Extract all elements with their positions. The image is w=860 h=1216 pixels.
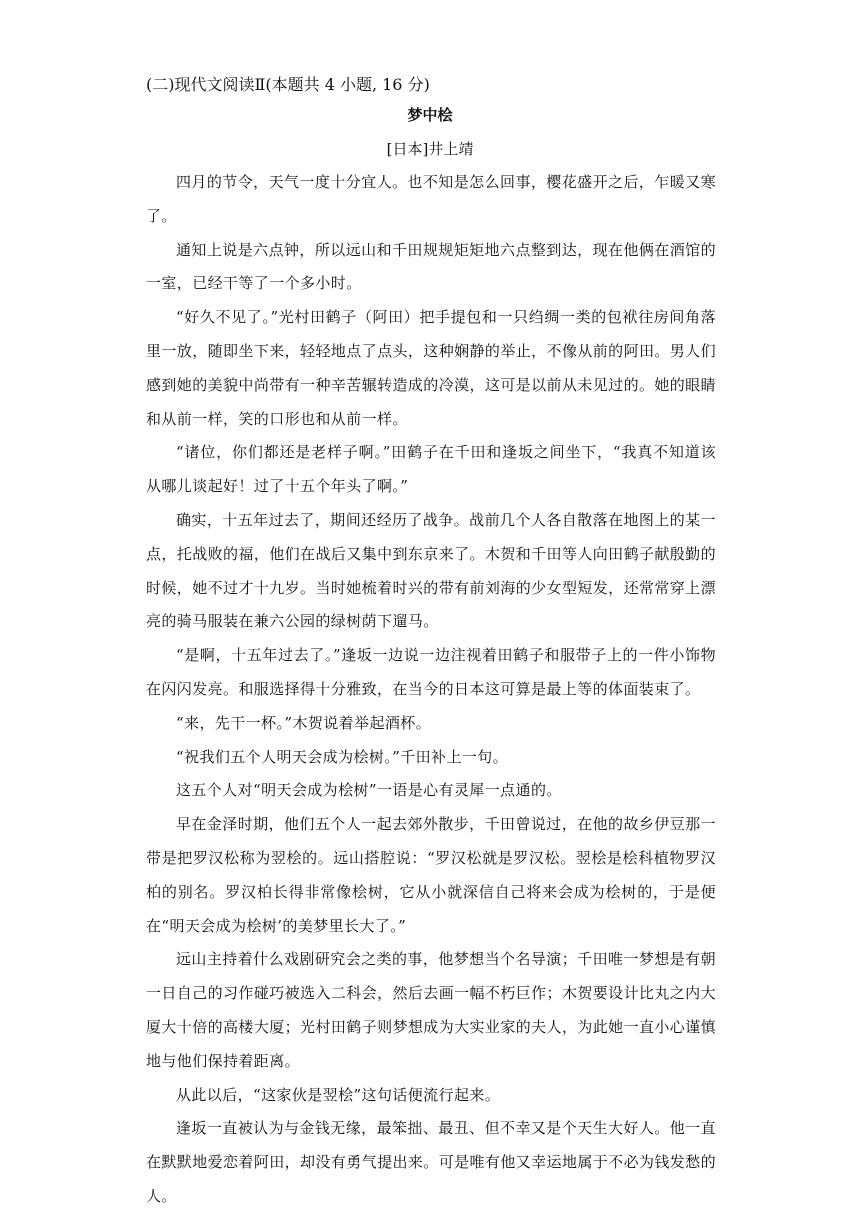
section-heading: (二)现代文阅读Ⅱ(本题共 4 小题, 16 分)	[146, 75, 430, 94]
paragraph: 通知上说是六点钟，所以远山和千田规规矩矩地六点整到达，现在他俩在酒馆的一室，已经干等了一个多小时。	[146, 240, 716, 293]
paragraph: “来，先干一杯。”木贺说着举起酒杯。	[176, 713, 432, 732]
paragraph: 远山主持着什么戏剧研究会之类的事，他梦想当个名导演；千田唯一梦想是有朝一日自己的习作碰巧被选入二科会，然后去画一幅不朽巨作；木贺要设计比丸之内大厦大十倍的高楼大厦；光村田鹤子则梦想成为大实业家的夫人，为此她一直小心谨慎地与他们保持着距离。	[146, 950, 716, 1070]
paragraph: “好久不见了。”光村田鹤子（阿田）把手提包和一只绉绸一类的包袱往房间角落里一放，随即坐下来，轻轻地点了点头，这种娴静的举止，不像从前的阿田。男人们感到她的美貌中尚带有一种辛苦辗转造成的冷漠，这可是以前从未见过的。她的眼睛和从前一样，笑的口形也和从前一样。	[146, 308, 716, 428]
paragraph: 四月的节令，天气一度十分宜人。也不知是怎么回事，樱花盛开之后，乍暖又寒了。	[146, 173, 716, 225]
paragraph: 早在金泽时期，他们五个人一起去郊外散步，千田曾说过，在他的故乡伊豆那一带是把罗汉松称为翌桧的。远山搭腔说：“罗汉松就是罗汉松。翌桧是桧科植物罗汉柏的别名。罗汉柏长得非常像桧树，它从小就深信自己将来会成为桧树的，于是便在“明天会成为桧树’的美梦里长大了。”	[146, 815, 716, 935]
paragraph: 逢坂一直被认为与金钱无缘，最笨拙、最丑、但不幸又是个天生大好人。他一直在默默地爱恋着阿田，却没有勇气提出来。可是唯有他又幸运地属于不必为钱发愁的人。	[146, 1119, 716, 1205]
paragraph: 这五个人对“明天会成为桧树”一语是心有灵犀一点通的。	[176, 781, 562, 800]
paragraph: 确实，十五年过去了，期间还经历了战争。战前几个人各自散落在地图上的某一点，托战败的福，他们在战后又集中到东京来了。木贺和千田等人向田鹤子献殷勤的时候，她不过才十九岁。当时她梳着时兴的带有前刘海的少女型短发，还常常穿上漂亮的骑马服装在兼六公园的绿树荫下遛马。	[146, 510, 716, 631]
paragraph: “是啊，十五年过去了。”逢坂一边说一边注视着田鹤子和服带子上的一件小饰物在闪闪发亮。和服选择得十分雅致，在当今的日本这可算是最上等的体面装束了。	[146, 646, 716, 698]
article-body	[146, 166, 716, 1214]
paragraph: “祝我们五个人明天会成为桧树。”千田补上一句。	[176, 747, 509, 766]
article-title: 梦中桧	[407, 106, 453, 124]
paragraph: 从此以后，“这家伙是翌桧”这句话便流行起来。	[176, 1085, 501, 1104]
paragraph: “诸位，你们都还是老样子啊。”田鹤子在千田和逢坂之间坐下，“我真不知道该从哪儿谈起好！过了十五个年头了啊。”	[146, 443, 716, 496]
article-author: [日本]井上靖	[386, 140, 474, 158]
